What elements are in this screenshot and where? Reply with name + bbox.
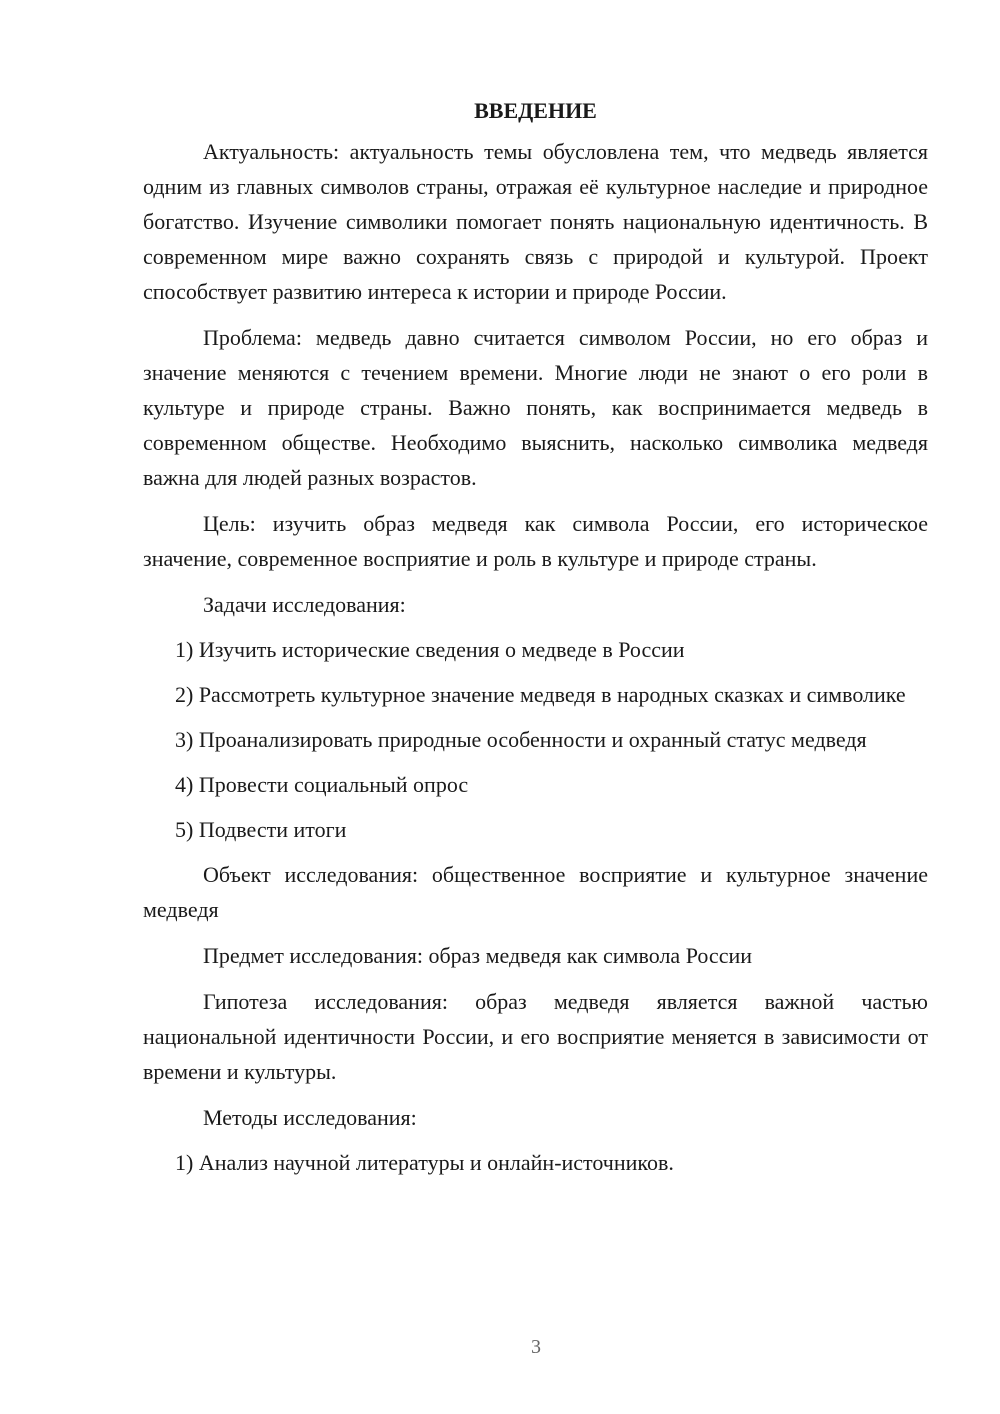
task-item: 1) Изучить исторические сведения о медведе в России: [175, 637, 685, 662]
page-content: [143, 96, 928, 1190]
hypothesis-paragraph: Гипотеза исследования: образ медведя является важной частью национальной идентичности России, и его восприятие меняется в зависимости от времени и культуры.: [143, 989, 928, 1084]
relevance-paragraph: Актуальность: актуальность темы обусловлена тем, что медведь является одним из главных символов страны, отражая её культурное наследие и природное богатство. Изучение символики помогает понять национальную идентичность. В современном мире важно сохранять связь с природой и культурой. Проект способствует развитию интереса к истории и природе России.: [143, 139, 928, 304]
section-heading: ВВЕДЕНИЕ: [474, 98, 597, 123]
object-paragraph: Объект исследования: общественное восприятие и культурное значение медведя: [143, 862, 928, 922]
task-item: 4) Провести социальный опрос: [175, 772, 469, 797]
page-number: 3: [531, 1336, 541, 1358]
tasks-title: Задачи исследования:: [203, 592, 406, 617]
task-item: 2) Рассмотреть культурное значение медведя в народных сказках и символике: [175, 682, 906, 707]
methods-title: Методы исследования:: [203, 1105, 417, 1130]
problem-paragraph: Проблема: медведь давно считается символом России, но его образ и значение меняются с течением времени. Многие люди не знают о его роли в культуре и природе страны. Важно понять, как воспринимается медведь в современном обществе. Необходимо выяснить, насколько символика медведя важна для людей разных возрастов.: [143, 325, 928, 490]
task-item: 5) Подвести итоги: [175, 817, 347, 842]
goal-paragraph: Цель: изучить образ медведя как символа России, его историческое значение, современное восприятие и роль в культуре и природе страны.: [143, 511, 928, 571]
subject-paragraph: Предмет исследования: образ медведя как символа России: [203, 943, 753, 968]
task-item: 3) Проанализировать природные особенности и охранный статус медведя: [175, 727, 867, 752]
method-item: 1) Анализ научной литературы и онлайн-источников.: [175, 1150, 674, 1175]
